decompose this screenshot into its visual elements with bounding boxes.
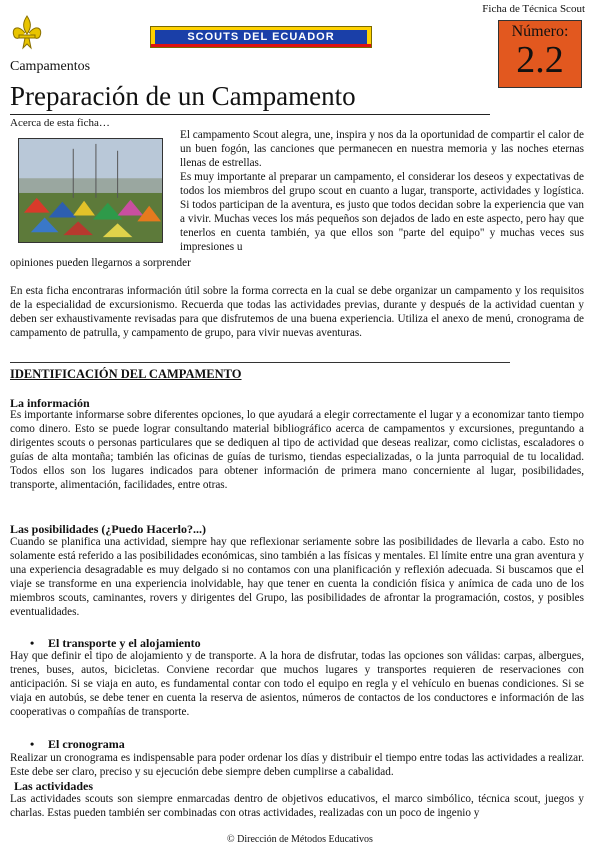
cronograma-paragraph: Realizar un cronograma es indispensable para poder ordenar los días y distribuir el tiempo entre todas las actividades a realizar. Este debe ser claro, preciso y su ejecución debe siempre deben cumplirse a cabalidad. <box>10 752 584 778</box>
actividades-heading: Las actividades <box>14 779 94 793</box>
info-heading: La información <box>10 396 90 410</box>
logo-text: SCOUTS DEL ECUADOR <box>155 30 367 44</box>
category-label: Campamentos <box>10 59 91 74</box>
numero-value: 2.2 <box>516 39 564 81</box>
bullet-icon: • <box>30 636 35 650</box>
posibilidades-heading: Las posibilidades (¿Puedo Hacerlo?...) <box>10 522 207 536</box>
title-divider <box>10 114 490 115</box>
campsite-photo <box>18 138 163 243</box>
scouts-ecuador-logo <box>150 26 372 48</box>
footer: © Dirección de Métodos Educativos <box>227 834 373 845</box>
actividades-paragraph: Las actividades scouts son siempre enmarcadas dentro de objetivos educativos, el marco simbólico, técnica scout, juegos y charlas. Estas pueden también ser combinadas con otras actividades, realizadas con un poco de ingenio y <box>10 793 584 819</box>
info-paragraph: Es importante informarse sobre diferentes opciones, lo que ayudará a elegir correctamente el lugar y a economizar tanto tiempo como dinero. Esto se puede lograr consultando material bibliográfico acerca de campamentos y excursiones, preguntando a dirigentes scouts o personas particulares que se dediquen al tipo de actividad que deseas realizar, como ciclistas, escaladores o guías de alta montaña; también las oficinas de guías de turismo, tiendas especializadas, o la junta parroquial de tu localidad. Todos ellos son los lugares indicados para obtener información de primera mano concerniente al lugar, posibilidades, transporte, alimentación, facilidades, entre otras. <box>10 409 584 491</box>
intro-paragraph-2: Es muy importante al preparar un campamento, el considerar los deseos y expectativas de todos los miembros del grupo scout en cuanto a lugar, transporte, actividades y logística. Si todos participan de la aventura, es justo que todos decidan sobre la experiencia que van a vivir. Muchas veces los más pequeños son dejados de lado en este aspecto, pero hay que tenerlos en cuenta también, ya que ellos son "parte del equipo" y muchas veces sus impresiones u <box>180 171 584 253</box>
intro-paragraph-3: En esta ficha encontraras información útil sobre la forma correcta en la cual se debe organizar un campamento y los requisitos de la especialidad de excursionismo. Recuerda que todas las actividades previas, durante y después de la actividad cuentan y deben ser exhaustivamente revisadas para que disfrutemos de una buena experiencia. Utiliza el anexo de menú, cronograma de campamento de patrulla, y campamento de grupo, para vivir nuevas aventuras. <box>10 285 584 339</box>
fleur-de-lis-icon <box>10 14 44 50</box>
posibilidades-paragraph: Cuando se planifica una actividad, siempre hay que reflexionar seriamente sobre las posibilidades de llevarla a cabo. Esto no solamente está referido a las posibilidades económicas, sino también a las físicas y mentales. El límite entre una gran aventura y una experiencia desagradable es muy delgado si no contamos con una planificación y reflexión adecuada. Si buscamos que el viaje se transforme en una experiencia inolvidable, hay que tener en cuenta la condición física y anímica de cada uno de los miembros scouts, caminantes, rovers y dirigentes del Grupo, las posibilidades de afrontar la programación, costos, y posibles eventualidades. <box>10 536 584 618</box>
page-title: Preparación de un Campamento <box>10 81 356 111</box>
cronograma-heading <box>30 737 125 752</box>
logo-stripe <box>151 44 371 47</box>
acerca-label: Acerca de esta ficha… <box>10 117 110 129</box>
section-divider <box>10 362 510 363</box>
transporte-heading-text: El transporte y el alojamiento <box>48 636 201 650</box>
numero-label: Número: <box>511 23 569 40</box>
bullet-icon: • <box>30 737 35 751</box>
cronograma-heading-text: El cronograma <box>48 737 125 751</box>
intro-paragraph-2-tail: opiniones pueden llegarnos a sorprender <box>10 257 191 269</box>
numero-box <box>498 20 582 88</box>
transporte-paragraph: Hay que definir el tipo de alojamiento y de transporte. A la hora de disfrutar, todas las opciones son válidas: carpas, albergues, trenes, buses, autos, bicicletas. Conviene recordar que muchos lugares y transportes requieren de reservaciones con anticipación. Si se viaja en auto, es fundamental contar con todo el equipo en regla y el vehículo en buenas condiciones. Si se viaja en autobús, se debe tener en cuenta la reserva de asientos, números de contactos de los conductores e información de las cooperativas o compañías de transporte. <box>10 650 584 718</box>
intro-paragraph-1: El campamento Scout alegra, une, inspira y nos da la oportunidad de compartir el calor de un buen fogón, las canciones que permanecen en nuestra memoria y las noches eternas llenas de estrellas. <box>180 129 584 169</box>
section-heading: IDENTIFICACIÓN DEL CAMPAMENTO <box>10 367 242 381</box>
ficha-label: Ficha de Técnica Scout <box>482 3 585 15</box>
